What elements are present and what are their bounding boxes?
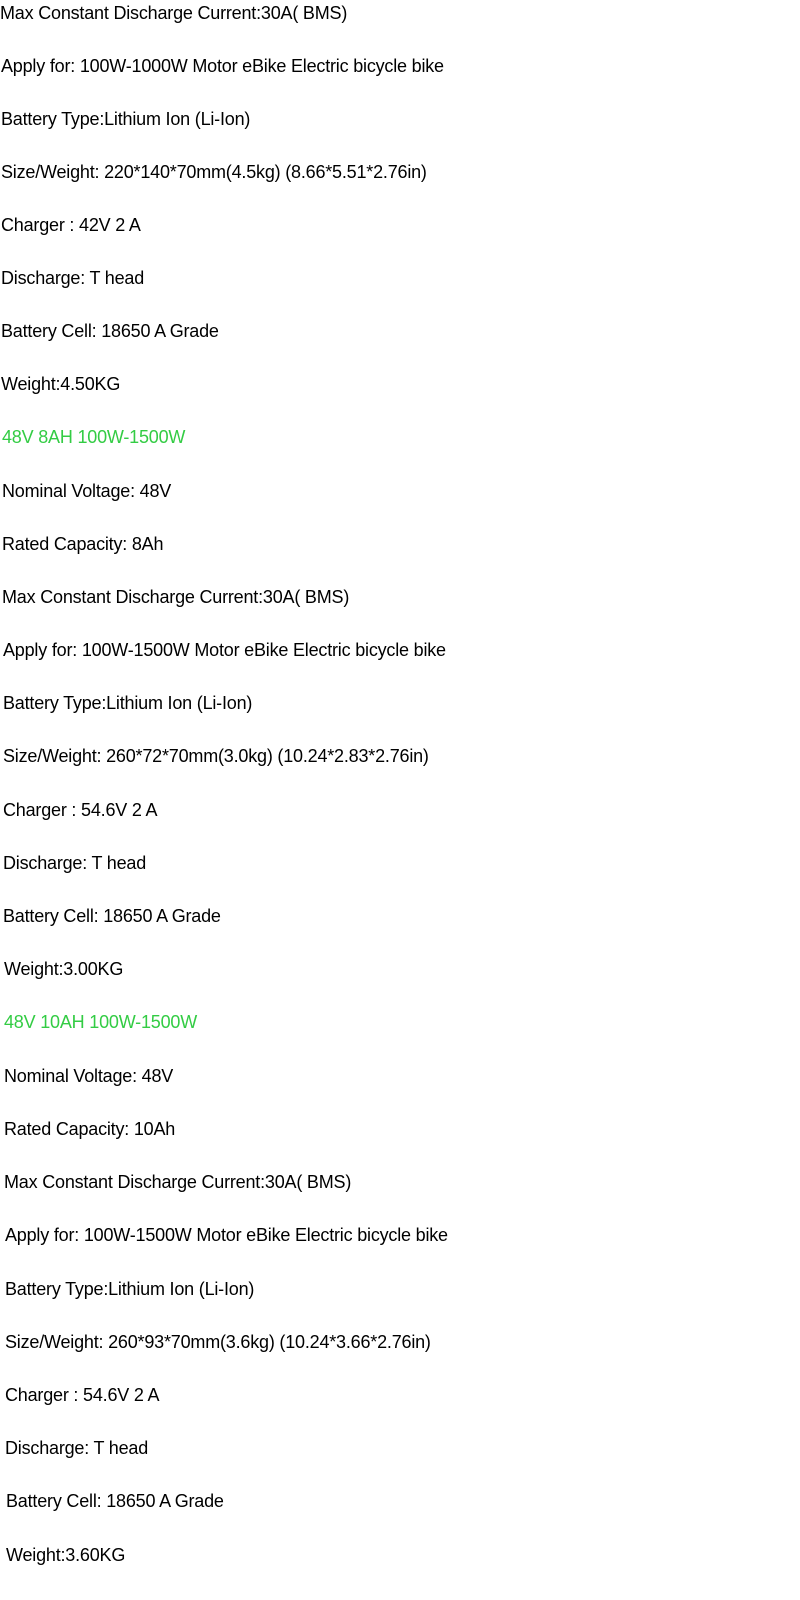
spec-line-size-weight: Size/Weight: 220*140*70mm(4.5kg) (8.66*5.51*2.76in) — [1, 162, 427, 182]
spec-line-weight: Weight:3.60KG — [6, 1545, 126, 1565]
spec-line-apply-for: Apply for: 100W-1500W Motor eBike Electric bicycle bike — [5, 1225, 448, 1245]
section-heading-48v-8ah: 48V 8AH 100W-1500W — [2, 427, 186, 447]
spec-line-nominal-voltage: Nominal Voltage: 48V — [2, 481, 172, 501]
spec-line-battery-cell: Battery Cell: 18650 A Grade — [1, 321, 219, 341]
spec-line-battery-cell: Battery Cell: 18650 A Grade — [6, 1491, 224, 1511]
spec-line-discharge: Discharge: T head — [5, 1438, 149, 1458]
spec-line-discharge: Discharge: T head — [1, 268, 145, 288]
spec-line-charger: Charger : 42V 2 A — [1, 215, 141, 235]
spec-line-charger: Charger : 54.6V 2 A — [3, 800, 158, 820]
spec-line-rated-capacity: Rated Capacity: 10Ah — [4, 1119, 176, 1139]
spec-line-size-weight: Size/Weight: 260*72*70mm(3.0kg) (10.24*2.83*2.76in) — [3, 746, 429, 766]
spec-line-discharge: Discharge: T head — [3, 853, 147, 873]
spec-line-rated-capacity: Rated Capacity: 8Ah — [2, 534, 164, 554]
spec-line-max-discharge: Max Constant Discharge Current:30A( BMS) — [0, 3, 348, 23]
spec-line-max-discharge: Max Constant Discharge Current:30A( BMS) — [4, 1172, 352, 1192]
section-heading-48v-10ah: 48V 10AH 100W-1500W — [4, 1012, 197, 1032]
spec-line-battery-type: Battery Type:Lithium Ion (Li-Ion) — [5, 1279, 255, 1299]
spec-line-battery-cell: Battery Cell: 18650 A Grade — [3, 906, 221, 926]
spec-line-apply-for: Apply for: 100W-1000W Motor eBike Electric bicycle bike — [1, 56, 444, 76]
spec-line-charger: Charger : 54.6V 2 A — [5, 1385, 160, 1405]
spec-line-nominal-voltage: Nominal Voltage: 48V — [4, 1066, 174, 1086]
spec-line-battery-type: Battery Type:Lithium Ion (Li-Ion) — [3, 693, 253, 713]
spec-line-apply-for: Apply for: 100W-1500W Motor eBike Electric bicycle bike — [3, 640, 446, 660]
spec-line-size-weight: Size/Weight: 260*93*70mm(3.6kg) (10.24*3.66*2.76in) — [5, 1332, 431, 1352]
spec-line-weight: Weight:3.00KG — [4, 959, 124, 979]
spec-line-max-discharge: Max Constant Discharge Current:30A( BMS) — [2, 587, 350, 607]
spec-line-weight: Weight:4.50KG — [1, 374, 121, 394]
spec-line-battery-type: Battery Type:Lithium Ion (Li-Ion) — [1, 109, 251, 129]
